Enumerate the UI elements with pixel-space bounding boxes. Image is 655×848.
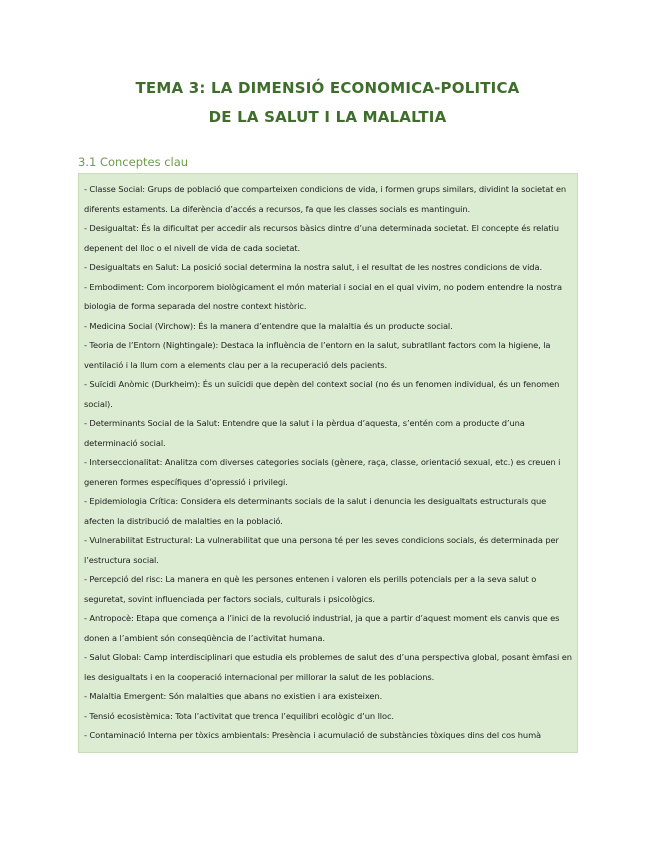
concept-entry: - Percepció del risc: La manera en què les persones entenen i valoren els perills potencials per a la seva salut o seguretat, sovint influenciada per factors socials, culturals i psicològics. bbox=[84, 574, 537, 604]
concept-entry: - Desigualtat: És la dificultat per accedir als recursos bàsics dintre d’una determinada societat. El concepte és relatiu depenent del lloc o el nivell de vida de cada societat. bbox=[84, 223, 559, 253]
concept-entry: - Suïcidi Anòmic (Durkheim): És un suïcidi que depèn del context social (no és un fenomen individual, és un fenomen social). bbox=[84, 379, 560, 409]
concept-entry: - Desigualtats en Salut: La posició social determina la nostra salut, i el resultat de les nostres condicions de vida. bbox=[84, 262, 542, 272]
concept-entry: - Epidemiologia Crítica: Considera els determinants socials de la salut i denuncia les desigualtats estructurals que afecten la distribució de malalties en la població. bbox=[84, 496, 547, 526]
concept-entry: - Contaminació Interna per tòxics ambientals: Presència i acumulació de substàncies tòxiques dins del cos humà bbox=[84, 730, 542, 740]
concept-entry: - Embodiment: Com incorporem biològicament el món material i social en el qual vivim, no podem entendre la nostra biologia de forma separada del nostre context històric. bbox=[84, 281, 562, 311]
concept-entry: - Teoria de l’Entorn (Nightingale): Destaca la influència de l’entorn en la salut, subratllant factors com la higiene, la ventilació i la llum com a elements clau per a la recuperació dels pacients. bbox=[84, 340, 551, 370]
concept-entry: - Medicina Social (Virchow): És la manera d’entendre que la malaltia és un producte social. bbox=[84, 320, 453, 331]
concept-entry: - Classe Social: Grups de població que comparteixen condicions de vida, i formen grups similars, dividint la societat en diferents estaments. La diferència d’accés a recursos, fa que les classes socials es mantinguin. bbox=[84, 184, 567, 214]
section-heading: 3.1 Conceptes clau bbox=[78, 155, 189, 169]
key-concepts-box bbox=[78, 173, 578, 753]
concept-entry: - Salut Global: Camp interdisciplinari que estudia els problemes de salut des d’una perspectiva global, posant èmfasi en les desigualtats i en la cooperació internacional per millorar la salut de les poblacions. bbox=[84, 652, 572, 682]
concept-entry: - Antropocè: Etapa que comença a l’inici de la revolució industrial, ja que a partir d’aquest moment els canvis que es donen a l’ambient són conseqüència de l’activitat humana. bbox=[84, 613, 560, 643]
concept-entry: - Tensió ecosistèmica: Tota l’activitat que trenca l’equilibri ecològic d’un lloc. bbox=[84, 710, 394, 721]
page-title-line-2: DE LA SALUT I LA MALALTIA bbox=[208, 108, 447, 126]
concept-entry: - Malaltia Emergent: Són malalties que abans no existien i ara existeixen. bbox=[84, 691, 383, 701]
concept-entry: - Interseccionalitat: Analitza com diverses categories socials (gènere, raça, classe, orientació sexual, etc.) es creuen i generen formes específiques d’opressió i privilegi. bbox=[84, 457, 561, 487]
page-title-line-1: TEMA 3: LA DIMENSIÓ ECONOMICA-POLITICA bbox=[135, 79, 520, 97]
concept-entry: - Determinants Social de la Salut: Entendre que la salut i la pèrdua d’aquesta, s’entén com a producte d’una determinació social. bbox=[84, 418, 525, 448]
concept-entry: - Vulnerabilitat Estructural: La vulnerabilitat que una persona té per les seves condicions socials, és determinada per l’estructura social. bbox=[84, 535, 559, 565]
